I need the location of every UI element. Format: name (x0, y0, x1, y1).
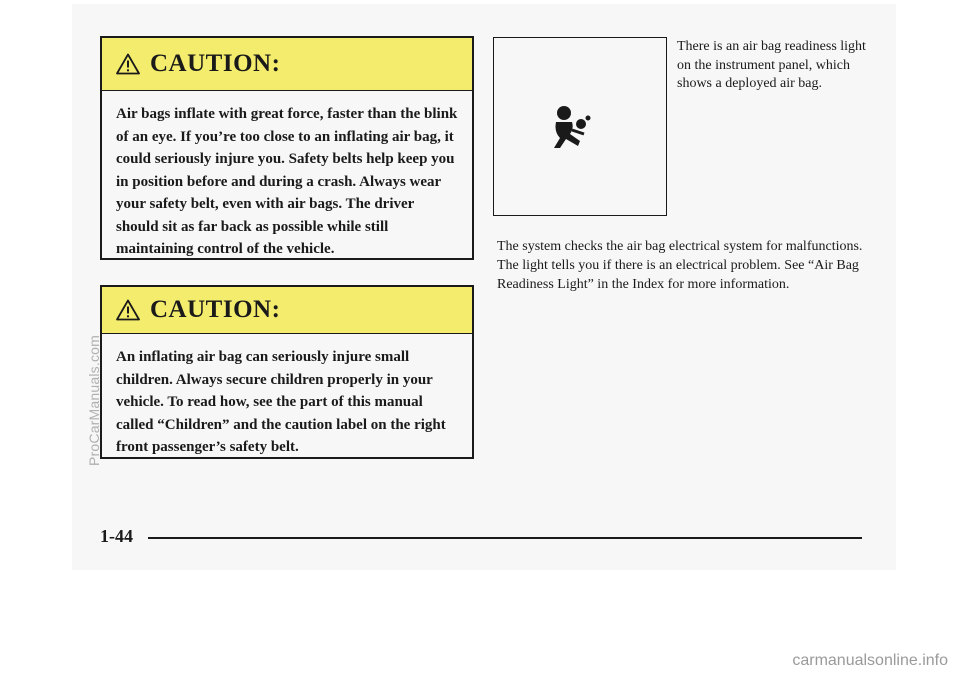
warning-triangle-icon (116, 53, 140, 75)
caution-header (102, 38, 472, 91)
figure-caption: There is an air bag readiness light on the instrument panel, which shows a deployed air bag. (677, 39, 866, 91)
footer-rule (148, 537, 862, 539)
caution-box-children (100, 285, 474, 459)
warning-triangle-icon (116, 299, 140, 321)
caution-title: CAUTION: (150, 296, 281, 323)
page-number: 1-44 (100, 526, 133, 546)
side-watermark: ProCarManuals.com (86, 335, 102, 466)
bottom-watermark: carmanualsonline.info (792, 652, 948, 669)
caution-header (102, 287, 472, 334)
air-bag-light-figure (493, 37, 667, 216)
caution-text: Air bags inflate with great force, faster than the blink of an eye. If you’re too close to an inflating air bag, it could seriously injure you. Safety belts help keep you in position before and during a crash. Always wear your safety belt, even with air bags. The driver should sit as far back as possible while still maintaining control of the vehicle. (116, 106, 458, 257)
caution-box-air-bag-force (100, 36, 474, 260)
caution-title: CAUTION: (150, 50, 281, 77)
air-bag-readiness-icon (550, 104, 594, 150)
caution-text: An inflating air bag can seriously injure small children. Always secure children properly in your vehicle. To read how, see the part of this manual called “Children” and the caution label on the right front passenger’s safety belt. (116, 349, 446, 455)
body-paragraph: The system checks the air bag electrical system for malfunctions. The light tells you if there is an electrical problem. See “Air Bag Readiness Light” in the Index for more information. (497, 239, 863, 292)
